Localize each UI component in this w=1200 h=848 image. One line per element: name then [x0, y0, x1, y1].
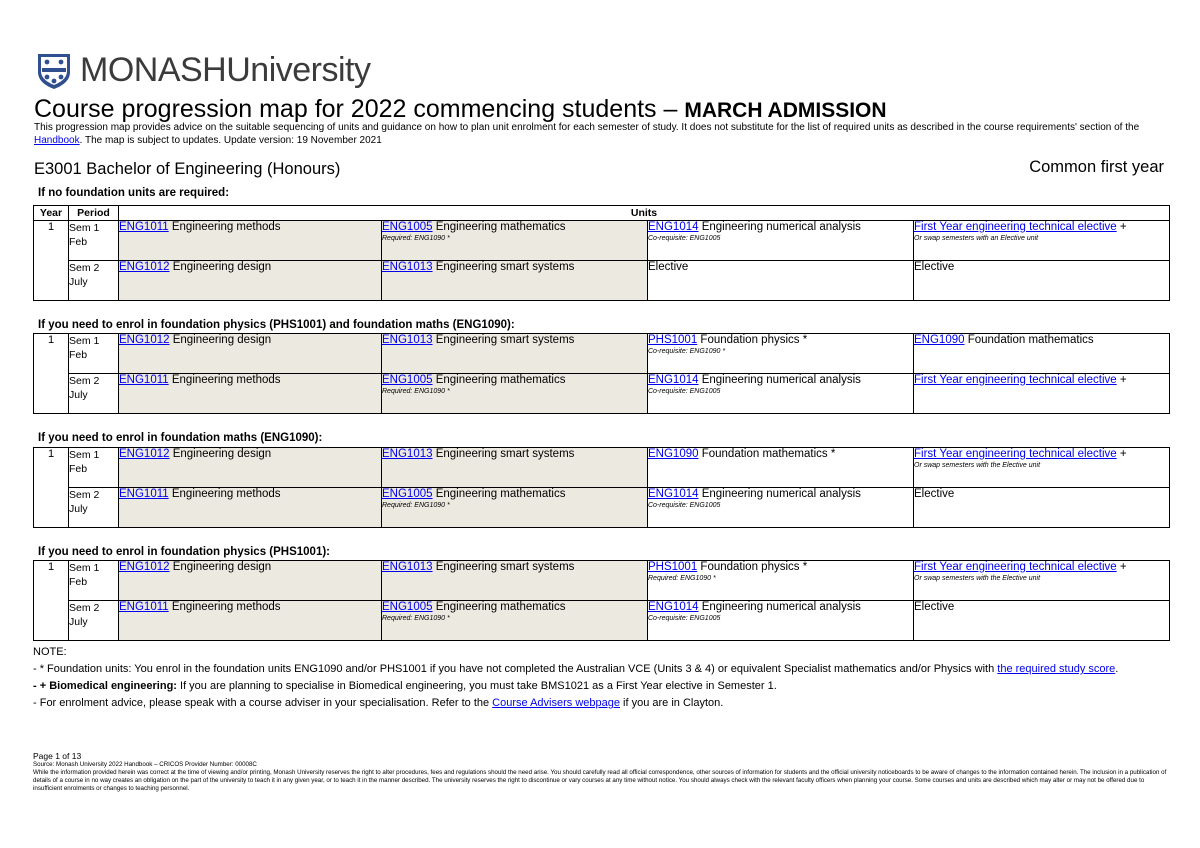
unit-cell [914, 601, 1170, 641]
progression-table [33, 333, 1170, 414]
unit-cell [914, 221, 1170, 261]
unit-cell [382, 261, 648, 301]
unit-code-link[interactable]: ENG1014 [648, 374, 699, 386]
intro-paragraph [34, 122, 1166, 147]
unit-cell [119, 261, 382, 301]
year-cell: 1 [34, 221, 69, 301]
unit-code-link[interactable]: ENG1011 [119, 374, 169, 386]
unit-cell [119, 488, 382, 528]
footer-source: Source: Monash University 2022 Handbook – CRICOS Provider Number: 00008C [33, 761, 257, 768]
unit-line [382, 334, 647, 346]
unit-name: Engineering design [169, 261, 272, 273]
table-row [34, 261, 1170, 301]
unit-name: + [1116, 448, 1127, 460]
unit-cell [382, 488, 648, 528]
course-stream: Common first year [1029, 158, 1164, 176]
unit-name: Engineering methods [168, 374, 281, 386]
unit-code-link[interactable]: ENG1011 [119, 601, 169, 613]
unit-cell [119, 221, 382, 261]
table-row [34, 334, 1170, 374]
unit-line [119, 221, 381, 233]
unit-name: + [1116, 374, 1127, 386]
unit-name: Engineering smart systems [432, 561, 575, 573]
unit-code-link[interactable]: ENG1013 [382, 334, 433, 346]
unit-line [119, 561, 381, 573]
note-biomedical [33, 678, 1173, 695]
section-heading: If you need to enrol in foundation maths (ENG1090): [38, 432, 323, 444]
unit-name: Engineering mathematics [432, 601, 566, 613]
period-cell [69, 334, 119, 374]
unit-line [119, 488, 381, 500]
unit-cell [648, 334, 914, 374]
unit-line [648, 261, 913, 273]
unit-line [648, 448, 913, 460]
unit-name: Foundation mathematics [964, 334, 1094, 346]
unit-cell [914, 374, 1170, 414]
unit-cell [648, 221, 914, 261]
unit-line [382, 221, 647, 233]
monash-logo [34, 50, 370, 90]
unit-name: Engineering numerical analysis [698, 488, 861, 500]
unit-cell [119, 334, 382, 374]
unit-requisite-note: Co-requisite: ENG1005 [648, 388, 721, 395]
unit-line [119, 334, 381, 346]
handbook-link[interactable]: Handbook [34, 134, 80, 146]
year-cell: 1 [34, 448, 69, 528]
unit-cell [648, 448, 914, 488]
unit-code-link[interactable]: First Year engineering technical elective [914, 561, 1117, 573]
unit-requisite-note: Required: ENG1090 * [648, 575, 716, 582]
unit-line [914, 601, 1169, 613]
unit-code-link[interactable]: ENG1013 [382, 261, 433, 273]
unit-code-link[interactable]: First Year engineering technical elective [914, 374, 1117, 386]
semester-label: Sem 2 [69, 375, 100, 387]
month-label: July [69, 616, 88, 628]
semester-label: Sem 2 [69, 262, 100, 274]
unit-cell [382, 561, 648, 601]
unit-cell [382, 601, 648, 641]
unit-requisite-note: Or swap semesters with the Elective unit [914, 462, 1041, 469]
note-advice-end: if you are in Clayton. [619, 697, 724, 709]
unit-code-link[interactable]: ENG1011 [119, 488, 169, 500]
unit-requisite-note: Required: ENG1090 * [382, 235, 450, 242]
unit-name: Engineering methods [168, 601, 281, 613]
unit-name: Engineering smart systems [432, 261, 575, 273]
month-label: Feb [69, 349, 88, 361]
footer-disclaimer: While the information provided herein was correct at the time of viewing and/or printing, Monash University reserves the right to alter procedures, fees and regulations should the need arise. You should carefully read all official correspondence, other sources of information for students and the official university noticeboards to be aware of changes to the information contained herein. The inclusion in a publication of details of a course in no way creates an obligation on the part of the university to teach it in any given year, or to teach it in the manner described. The university reserves the right to discontinue or vary courses at any time without notice. You should always check with the relevant faculty officers when planning your course. Some courses and units are described which may alter or may not be offered due to insufficient enrolments or changes to teaching personnel. [33, 769, 1167, 792]
semester-label: Sem 1 [69, 335, 100, 347]
unit-name: Engineering methods [168, 488, 281, 500]
unit-name: Foundation mathematics * [698, 448, 836, 460]
period-cell [69, 561, 119, 601]
unit-code-link[interactable]: ENG1005 [382, 601, 433, 613]
unit-line [648, 334, 913, 346]
unit-cell [382, 374, 648, 414]
course-advisers-link[interactable]: Course Advisers webpage [492, 697, 620, 709]
unit-requisite-note: Or swap semesters with an Elective unit [914, 235, 1039, 242]
unit-line [648, 374, 913, 386]
study-score-link[interactable]: the required study score [997, 663, 1116, 675]
unit-code-link[interactable]: First Year engineering technical elective [914, 221, 1117, 233]
month-label: Feb [69, 236, 88, 248]
unit-line [382, 374, 647, 386]
section-heading: If no foundation units are required: [38, 187, 230, 199]
unit-requisite-note: Required: ENG1090 * [382, 502, 450, 509]
unit-requisite-note: Required: ENG1090 * [382, 388, 450, 395]
unit-code-link[interactable]: PHS1001 [648, 334, 698, 346]
note-foundation-text: - * Foundation units: You enrol in the foundation units ENG1090 and/or PHS1001 if you have not completed the Australian VCE (Units 3 & 4) or equivalent Specialist mathematics and/or Physics with [33, 663, 998, 675]
unit-line [382, 448, 647, 460]
semester-label: Sem 1 [69, 449, 100, 461]
unit-name: Foundation physics * [697, 561, 808, 573]
unit-cell [914, 488, 1170, 528]
unit-line [119, 374, 381, 386]
unit-name: Elective [914, 261, 955, 273]
unit-cell [914, 561, 1170, 601]
unit-code-link[interactable]: ENG1012 [119, 448, 170, 460]
month-label: Feb [69, 463, 88, 475]
unit-line [914, 374, 1169, 386]
progression-table [33, 447, 1170, 528]
logo-suffix: University [226, 50, 371, 89]
period-cell [69, 601, 119, 641]
unit-cell [648, 374, 914, 414]
title-admission: MARCH ADMISSION [684, 99, 887, 122]
unit-code-link[interactable]: ENG1005 [382, 374, 433, 386]
page-title [34, 95, 887, 124]
month-label: Feb [69, 576, 88, 588]
section-heading: If you need to enrol in foundation physics (PHS1001): [38, 546, 331, 558]
unit-code-link[interactable]: ENG1014 [648, 488, 699, 500]
unit-cell [119, 374, 382, 414]
unit-line [914, 561, 1169, 573]
unit-cell [648, 561, 914, 601]
unit-cell [648, 488, 914, 528]
semester-label: Sem 1 [69, 222, 100, 234]
progression-table [33, 560, 1170, 641]
table-row [34, 221, 1170, 261]
crest-icon [34, 50, 74, 90]
unit-code-link[interactable]: ENG1090 [648, 448, 699, 460]
progression-table [33, 205, 1170, 301]
unit-name: Engineering design [169, 448, 272, 460]
unit-code-link[interactable]: ENG1012 [119, 334, 170, 346]
unit-line [119, 448, 381, 460]
header-period: Period [69, 206, 119, 221]
table-row [34, 561, 1170, 601]
table-row [34, 448, 1170, 488]
period-cell [69, 261, 119, 301]
table-row [34, 374, 1170, 414]
unit-line [382, 561, 647, 573]
period-cell [69, 488, 119, 528]
header-units: Units [119, 206, 1170, 221]
page-footer [33, 751, 1175, 793]
semester-label: Sem 2 [69, 489, 100, 501]
unit-line [648, 601, 913, 613]
unit-cell [119, 561, 382, 601]
section-heading: If you need to enrol in foundation physics (PHS1001) and foundation maths (ENG1090): [38, 319, 515, 331]
unit-line [914, 488, 1169, 500]
note-advice-text: - For enrolment advice, please speak with a course adviser in your specialisation. Refer to the [33, 697, 493, 709]
unit-cell [914, 334, 1170, 374]
unit-requisite-note: Co-requisite: ENG1090 * [648, 348, 726, 355]
unit-name: Elective [648, 261, 689, 273]
unit-cell [382, 221, 648, 261]
unit-code-link[interactable]: ENG1012 [119, 561, 170, 573]
period-cell [69, 448, 119, 488]
intro-after: . The map is subject to updates. Update version: 19 November 2021 [79, 134, 382, 146]
period-cell [69, 221, 119, 261]
year-cell: 1 [34, 334, 69, 414]
unit-cell [382, 334, 648, 374]
unit-requisite-note: Co-requisite: ENG1005 [648, 235, 721, 242]
year-cell: 1 [34, 561, 69, 641]
logo-brand: MONASH [80, 50, 227, 89]
unit-code-link[interactable]: ENG1014 [648, 601, 699, 613]
unit-line [914, 448, 1169, 460]
table-row [34, 601, 1170, 641]
month-label: July [69, 276, 88, 288]
unit-code-link[interactable]: PHS1001 [648, 561, 698, 573]
unit-line [914, 334, 1169, 346]
page-number: Page 1 of 13 [33, 751, 82, 761]
semester-label: Sem 1 [69, 562, 100, 574]
unit-name: Engineering mathematics [432, 221, 566, 233]
unit-code-link[interactable]: ENG1011 [119, 221, 169, 233]
unit-line [382, 601, 647, 613]
unit-line [119, 261, 381, 273]
table-row [34, 488, 1170, 528]
notes-label: NOTE: [33, 646, 67, 658]
unit-name: Elective [914, 488, 955, 500]
unit-cell [914, 448, 1170, 488]
note-foundation [33, 661, 1173, 678]
unit-code-link[interactable]: First Year engineering technical elective [914, 448, 1117, 460]
unit-code-link[interactable]: ENG1013 [382, 448, 433, 460]
unit-code-link[interactable]: ENG1012 [119, 261, 170, 273]
header-year: Year [34, 206, 69, 221]
unit-requisite-note: Required: ENG1090 * [382, 615, 450, 622]
unit-name: Engineering numerical analysis [698, 374, 861, 386]
course-name: E3001 Bachelor of Engineering (Honours) [34, 160, 341, 178]
unit-cell [119, 448, 382, 488]
unit-cell [648, 261, 914, 301]
period-cell [69, 374, 119, 414]
unit-cell [382, 448, 648, 488]
unit-line [914, 221, 1169, 233]
unit-cell [648, 601, 914, 641]
unit-line [382, 488, 647, 500]
unit-name: Foundation physics * [697, 334, 808, 346]
unit-name: Engineering methods [168, 221, 281, 233]
note-biomedical-text: If you are planning to specialise in Biomedical engineering, you must take BMS1021 as a First Year elective in Semester 1. [176, 680, 777, 692]
note-biomedical-label: - + Biomedical engineering: [33, 680, 177, 692]
unit-line [119, 601, 381, 613]
unit-code-link[interactable]: ENG1005 [382, 221, 433, 233]
unit-name: Elective [914, 601, 955, 613]
unit-cell [914, 261, 1170, 301]
notes-block [33, 644, 1173, 712]
unit-code-link[interactable]: ENG1014 [648, 221, 699, 233]
unit-name: Engineering design [169, 561, 272, 573]
unit-name: + [1116, 561, 1127, 573]
semester-label: Sem 2 [69, 602, 100, 614]
unit-code-link[interactable]: ENG1013 [382, 561, 433, 573]
unit-requisite-note: Or swap semesters with the Elective unit [914, 575, 1041, 582]
title-main: Course progression map for 2022 commencing students – [34, 95, 685, 123]
unit-line [914, 261, 1169, 273]
unit-name: + [1116, 221, 1127, 233]
unit-name: Engineering smart systems [432, 448, 575, 460]
note-advice [33, 695, 1173, 712]
unit-line [648, 488, 913, 500]
month-label: July [69, 389, 88, 401]
unit-name: Engineering numerical analysis [698, 221, 861, 233]
unit-requisite-note: Co-requisite: ENG1005 [648, 615, 721, 622]
unit-code-link[interactable]: ENG1005 [382, 488, 433, 500]
month-label: July [69, 503, 88, 515]
unit-name: Engineering numerical analysis [698, 601, 861, 613]
unit-name: Engineering smart systems [432, 334, 575, 346]
unit-name: Engineering design [169, 334, 272, 346]
note-foundation-end: . [1115, 663, 1119, 675]
unit-code-link[interactable]: ENG1090 [914, 334, 965, 346]
unit-name: Engineering mathematics [432, 488, 566, 500]
intro-text: This progression map provides advice on the suitable sequencing of units and guidance on how to plan unit enrolment for each semester of study. It does not substitute for the list of required units as described in the course requirements' section of the [34, 122, 1140, 133]
unit-line [648, 561, 913, 573]
unit-requisite-note: Co-requisite: ENG1005 [648, 502, 721, 509]
unit-name: Engineering mathematics [432, 374, 566, 386]
table-header-row [34, 206, 1170, 221]
unit-cell [119, 601, 382, 641]
unit-line [382, 261, 647, 273]
unit-line [648, 221, 913, 233]
